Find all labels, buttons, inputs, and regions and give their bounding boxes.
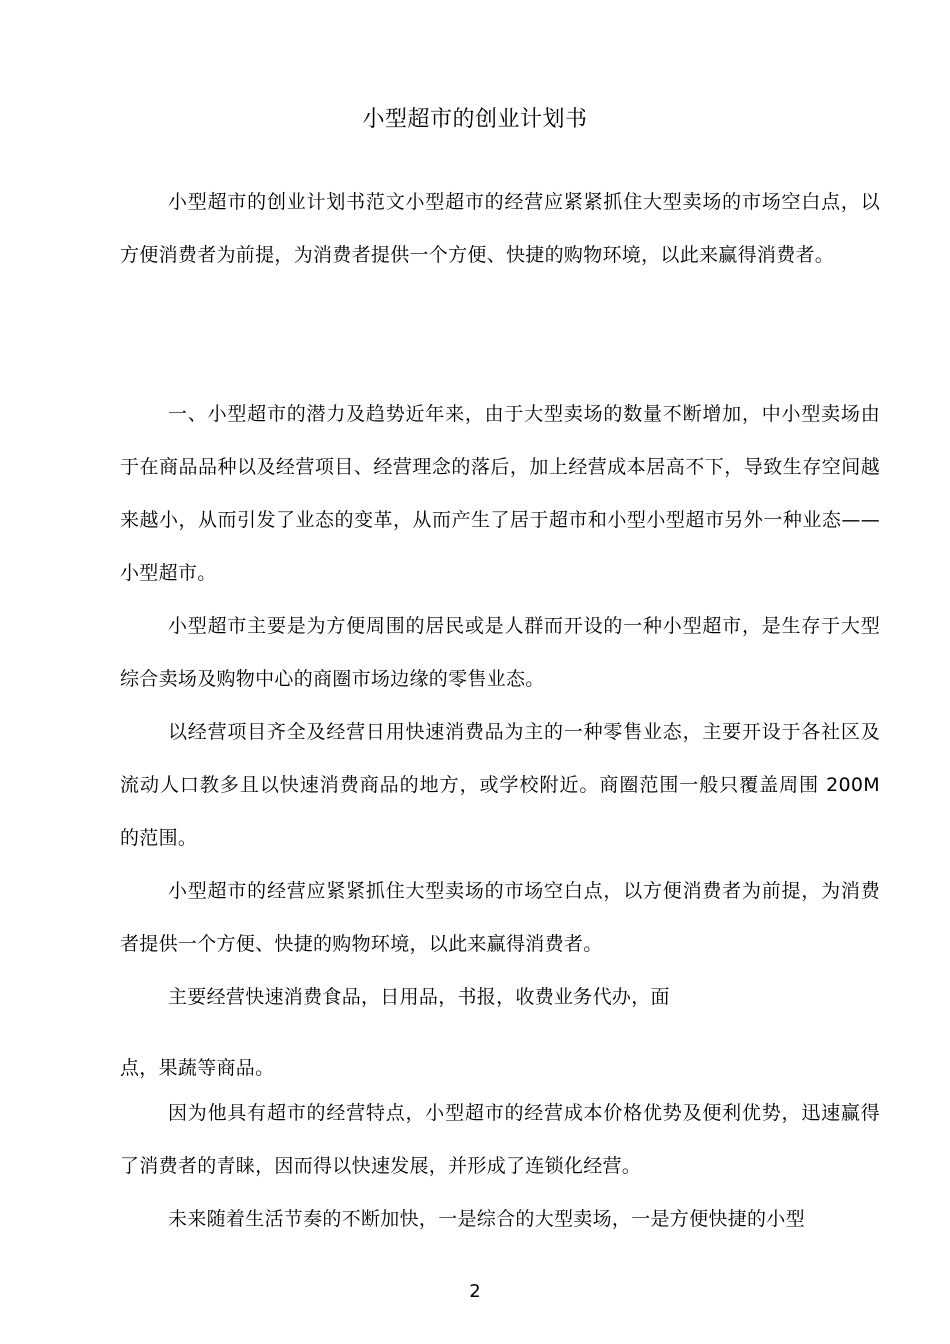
paragraph-products-continued: 点，果蔬等商品。 [120,1057,275,1079]
paragraph-products: 主要经营快速消费食品，日用品，书报，收费业务代办，面 [168,986,670,1008]
paragraph-future: 未来随着生活节奏的不断加快，一是综合的大型卖场，一是方便快捷的小型 [168,1208,805,1230]
paragraph-advantages: 因为他具有超市的经营特点，小型超市的经营成本价格优势及便利优势，迅速赢得了消费者的青睐，因而得以快速发展，并形成了连锁化经营。 [120,1102,880,1177]
paragraph-business-scope: 以经营项目齐全及经营日用快速消费品为主的一种零售业态，主要开设于各社区及流动人口教多且以快速消费商品的地方，或学校附近。商圈范围一般只覆盖周围 200M 的范围。 [120,721,880,849]
paragraph-strategy: 小型超市的经营应紧紧抓住大型卖场的市场空白点，以方便消费者为前提，为消费者提供一个方便、快捷的购物环境，以此来赢得消费者。 [120,880,880,955]
paragraph-section-one: 一、小型超市的潜力及趋势近年来，由于大型卖场的数量不断增加，中小型卖场由于在商品品种以及经营项目、经营理念的落后，加上经营成本居高不下，导致生存空间越来越小，从而引发了业态的变革，从而产生了居于超市和小型小型超市另外一种业态——小型超市。 [120,403,880,584]
document-title: 小型超市的创业计划书 [362,107,588,132]
paragraph-intro: 小型超市的创业计划书范文小型超市的经营应紧紧抓住大型卖场的市场空白点，以方便消费者为前提，为消费者提供一个方便、快捷的购物环境，以此来赢得消费者。 [120,191,880,266]
paragraph-definition: 小型超市主要是为方便周围的居民或是人群而开设的一种小型超市，是生存于大型综合卖场及购物中心的商圈市场边缘的零售业态。 [120,615,880,690]
page-number: 2 [469,1281,481,1302]
